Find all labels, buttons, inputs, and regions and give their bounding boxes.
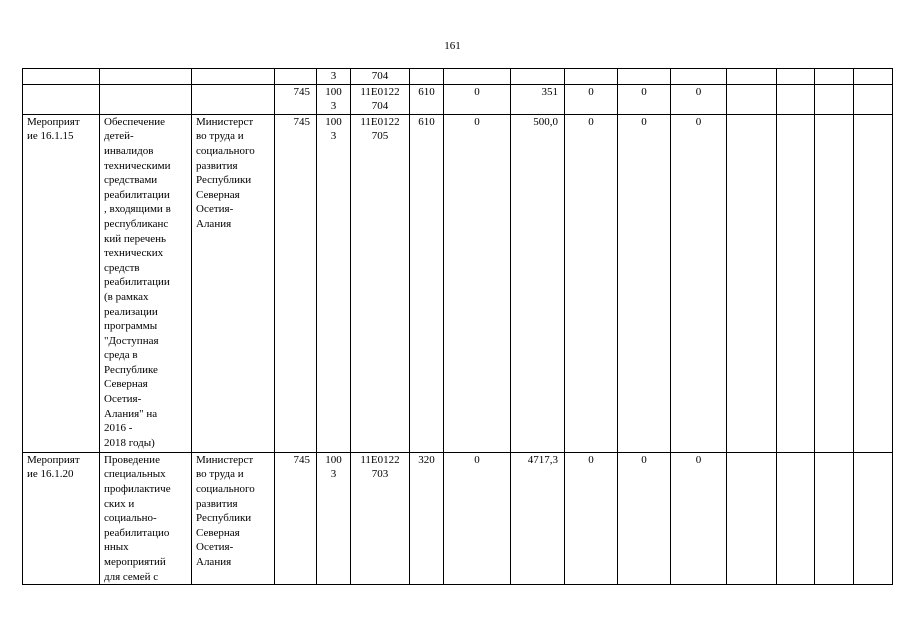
cell-value-3: 0 <box>565 452 618 584</box>
cell-rz: 100 3 <box>317 452 351 584</box>
cell-csr: 11Е0122 704 <box>351 84 410 114</box>
cell-rz: 100 3 <box>317 84 351 114</box>
cell-value-4 <box>618 69 671 85</box>
cell-empty <box>777 452 815 584</box>
cell-name: Мероприят ие 16.1.20 <box>23 452 100 584</box>
budget-table <box>22 68 893 585</box>
cell-value-2 <box>511 69 565 85</box>
page-number: 161 <box>444 40 461 52</box>
cell-value-4: 0 <box>618 452 671 584</box>
cell-empty <box>854 114 893 452</box>
cell-description: Проведение специальных профилактиче ских и социально- реабилитацио нных мероприятий для семей с <box>100 452 192 584</box>
cell-executor <box>192 84 275 114</box>
cell-empty <box>727 69 777 85</box>
cell-csr: 11Е0122 705 <box>351 114 410 452</box>
cell-empty <box>815 84 854 114</box>
cell-value-1: 0 <box>444 452 511 584</box>
cell-grbs <box>275 69 317 85</box>
cell-value-2: 500,0 <box>511 114 565 452</box>
cell-value-5 <box>671 69 727 85</box>
cell-description: Обеспечение детей- инвалидов техническими средствами реабилитации , входящими в республиканс кий перечень технических средств реабилитации (в рамках реализации программы "Доступная среда в Республике Северная Осетия- Алания" на 2016 - 2018 годы) <box>100 114 192 452</box>
cell-value-2: 351 <box>511 84 565 114</box>
cell-executor: Министерст во труда и социального развития Республики Северная Осетия- Алания <box>192 452 275 584</box>
cell-grbs: 745 <box>275 84 317 114</box>
cell-value-4: 0 <box>618 84 671 114</box>
cell-description <box>100 69 192 85</box>
cell-empty <box>727 114 777 452</box>
cell-value-3: 0 <box>565 84 618 114</box>
cell-executor <box>192 69 275 85</box>
cell-vr <box>410 69 444 85</box>
cell-empty <box>727 84 777 114</box>
cell-name <box>23 69 100 85</box>
cell-name: Мероприят ие 16.1.15 <box>23 114 100 452</box>
table-row <box>23 452 893 584</box>
cell-grbs: 745 <box>275 114 317 452</box>
cell-rz: 100 3 <box>317 114 351 452</box>
cell-value-5: 0 <box>671 452 727 584</box>
cell-value-5: 0 <box>671 114 727 452</box>
cell-executor: Министерст во труда и социального развития Республики Северная Осетия- Алания <box>192 114 275 452</box>
cell-empty <box>727 452 777 584</box>
cell-value-1: 0 <box>444 114 511 452</box>
cell-empty <box>777 69 815 85</box>
cell-empty <box>854 452 893 584</box>
cell-value-1 <box>444 69 511 85</box>
cell-vr: 610 <box>410 84 444 114</box>
cell-vr: 610 <box>410 114 444 452</box>
cell-name <box>23 84 100 114</box>
cell-value-3 <box>565 69 618 85</box>
cell-value-3: 0 <box>565 114 618 452</box>
table-row <box>23 114 893 452</box>
cell-rz: 3 <box>317 69 351 85</box>
table-row <box>23 84 893 114</box>
table-row <box>23 69 893 85</box>
cell-csr: 704 <box>351 69 410 85</box>
cell-empty <box>854 84 893 114</box>
cell-value-4: 0 <box>618 114 671 452</box>
cell-description <box>100 84 192 114</box>
cell-empty <box>777 84 815 114</box>
cell-empty <box>854 69 893 85</box>
cell-empty <box>815 452 854 584</box>
cell-csr: 11Е0122 703 <box>351 452 410 584</box>
cell-empty <box>777 114 815 452</box>
cell-value-5: 0 <box>671 84 727 114</box>
cell-vr: 320 <box>410 452 444 584</box>
cell-empty <box>815 114 854 452</box>
cell-value-2: 4717,3 <box>511 452 565 584</box>
cell-empty <box>815 69 854 85</box>
cell-grbs: 745 <box>275 452 317 584</box>
cell-value-1: 0 <box>444 84 511 114</box>
